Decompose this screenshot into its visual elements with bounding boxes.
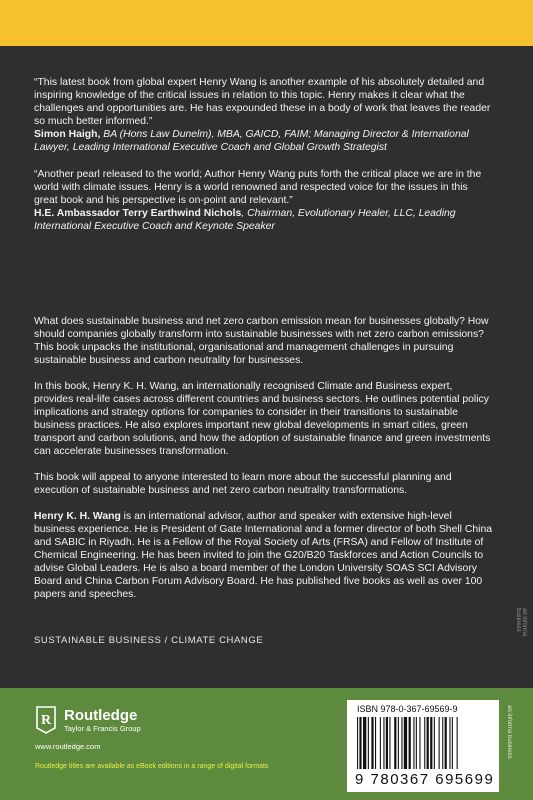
quote-author-credentials: BA (Hons Law Dunelm), MBA, GAICD, FAIM; Managing Director & International Lawyer, Leading International Executive Coach and Global Growth Strategist [34,129,469,153]
svg-text:R: R [40,713,52,728]
back-cover-text [34,76,494,601]
endorsement-quote-2 [34,168,494,233]
quote-author-name: Simon Haigh, [34,129,101,140]
barcode-digits: 9 780367 695699 [355,771,495,788]
top-color-band [0,0,533,46]
spine-note: an informa business [506,705,512,759]
description-paragraph: This book will appeal to anyone interested to learn more about the successful planning and execution of sustainable business and net zero carbon neutrality transformations. [34,472,452,496]
author-name: Henry K. H. Wang [34,511,121,522]
publisher-name: Routledge [64,707,138,724]
quote-author-name: H.E. Ambassador Terry Earthwind Nichols [34,208,242,219]
description-paragraph: What does sustainable business and net zero carbon emission mean for businesses globally? How should companies globally transform into sustainable businesses with net zero carbon emissions? This book unpacks the institutional, organisational and management challenges in pursuing sustainable business and carbon neutrality for businesses. [34,316,489,366]
publisher-subtitle: Taylor & Francis Group [64,724,141,733]
description-paragraph: In this book, Henry K. H. Wang, an internationally recognised Climate and Business expert, provides real-life cases across different countries and business sectors. He outlines potential policy implications and strategy options for companies to consider in their transitions to sustainable business practices. He also explores important new global developments in smart cities, green transport and carbon solutions, and how the adoption of sustainable finance and green investments can accelerate businesses transformation. [34,381,491,457]
quote-text: “This latest book from global expert Henry Wang is another example of his absolutely detailed and inspiring knowledge of the critical issues in relation to this topic. Henry makes it clear what the challenges and opportunities are. He has expounded these in a body of work that leaves the reader so much better informed.” [34,77,491,127]
barcode-bars-icon [357,717,492,769]
isbn-text: ISBN 978-0-367-69569-9 [357,704,458,714]
author-bio-text: is an international advisor, author and speaker with extensive high-level business experience. He is President of Gate International and a former director of both Shell China and SABIC in Riyadh. He is a Fellow of the Royal Society of Arts (FRSA) and Fellow of Institute of Chemical Engineering. He has been invited to join the G20/B20 Taskforces and Action Councils to advise Global Leaders. He is also a board member of the London University SOAS SCI Advisory Board and China Carbon Forum Advisory Board. He has published five books as well as over 100 papers and speeches. [34,511,493,600]
routledge-logo-icon [35,706,57,734]
endorsement-quote-1 [34,76,494,154]
author-bio [34,510,494,601]
quote-author-credentials: , Chairman, Evolutionary Healer, LLC, Leading International Executive Coach and Keynote Speaker [34,208,456,232]
book-description [34,315,494,497]
publisher-url[interactable]: www.routledge.com [35,742,101,751]
category-label: SUSTAINABLE BUSINESS / CLIMATE CHANGE [34,635,264,646]
quote-text: “Another pearl released to the world; Author Henry Wang puts forth the critical place we are in the world with climate issues. Henry is a world renowned and respected voice for the issues in this great book and his perspective is on-point and relevant.” [34,169,482,206]
quote-attribution [34,128,494,154]
isbn-barcode [347,700,499,792]
spine-note-top: an informa business [515,608,527,637]
quote-attribution [34,207,494,233]
ebook-note: Routledge titles are available as eBook editions in a range of digital formats [35,763,269,770]
